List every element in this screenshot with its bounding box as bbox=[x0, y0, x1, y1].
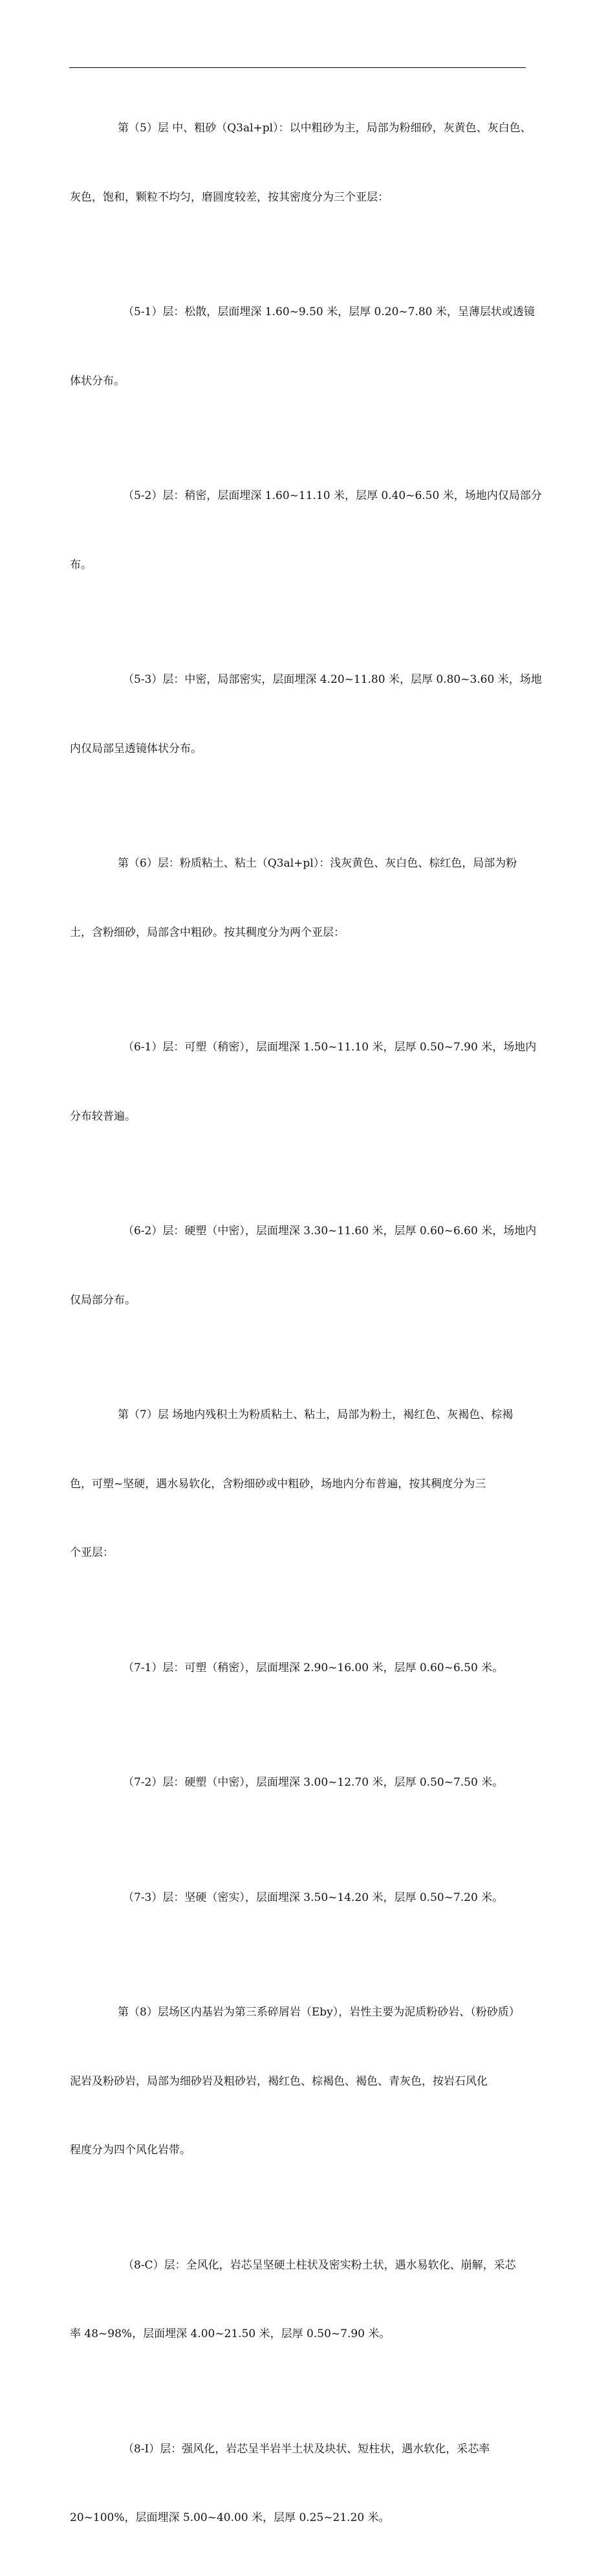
text-line: （5-1）层：松散，层面埋深 1.60~9.50 米，层厚 0.20~7.80 米，呈薄层状或透镜 bbox=[123, 305, 535, 318]
text-line: （5-2）层：稍密，层面埋深 1.60~11.10 米，层厚 0.40~6.50 米，场地内仅局部分 bbox=[123, 489, 542, 502]
text-line: （7-3）层：坚硬（密实），层面埋深 3.50~14.20 米，层厚 0.50~7.20 米。 bbox=[123, 1891, 504, 1904]
text-line: 率 48~98%，层面埋深 4.00~21.50 米，层厚 0.50~7.90 米。 bbox=[70, 2327, 391, 2340]
paragraph-layer-7-2 bbox=[70, 1726, 530, 1841]
text-line: 泥岩及粉砂岩，局部为细砂岩及粗砂岩，褐红色、棕褐色、褐色、青灰色，按岩石风化 bbox=[70, 2074, 488, 2088]
text-line: 个亚层： bbox=[70, 1546, 114, 1559]
paragraph-layer-5 bbox=[70, 71, 530, 255]
text-line: 内仅局部呈透镜体状分布。 bbox=[70, 742, 202, 755]
paragraph-layer-8-i bbox=[70, 2392, 530, 2576]
text-line: 第（7）层 场地内残积土为粉质粘土、粘土，局部为粉土，褐红色、灰褐色、棕褐 bbox=[118, 1408, 514, 1421]
paragraph-layer-7 bbox=[70, 1358, 530, 1611]
text-line: 色，可塑~坚硬，遇水易软化，含粉细砂或中粗砂，场地内分布普遍，按其稠度分为三 bbox=[70, 1477, 486, 1491]
paragraph-layer-6-2 bbox=[70, 1174, 537, 1358]
text-line: 第（8）层场区内基岩为第三系碎屑岩（Eby），岩性主要为泥质粉砂岩、（粉砂质） bbox=[118, 2006, 520, 2019]
text-line: 20~100%，层面埋深 5.00~40.00 米，层厚 0.25~21.20 米。 bbox=[70, 2511, 390, 2524]
header-rule bbox=[69, 67, 526, 68]
paragraph-layer-7-1 bbox=[70, 1611, 530, 1726]
document-body bbox=[70, 71, 542, 2576]
paragraph-layer-5-3 bbox=[70, 623, 542, 806]
text-line: 灰色，饱和，颗粒不均匀，磨圆度较差，按其密度分为三个亚层： bbox=[70, 190, 389, 204]
text-line: （8-I）层：强风化，岩芯呈半岩半土状及块状、短柱状，遇水软化，采芯率 bbox=[123, 2442, 490, 2456]
paragraph-layer-5-2 bbox=[70, 439, 542, 623]
text-line: 体状分布。 bbox=[70, 374, 125, 388]
text-line: 布。 bbox=[70, 558, 92, 572]
text-line: 第（5）层 中、粗砂（Q3al+pl）：以中粗砂为主，局部为粉细砂，灰黄色、灰白色、 bbox=[118, 122, 532, 135]
paragraph-layer-6-1 bbox=[70, 990, 537, 1174]
text-line: （7-2）层：硬塑（中密），层面埋深 3.00~12.70 米，层厚 0.50~7.50 米。 bbox=[123, 1776, 504, 1789]
text-line: （6-1）层：可塑（稍密），层面埋深 1.50~11.10 米，层厚 0.50~7.90 米，场地内 bbox=[123, 1041, 537, 1054]
paragraph-layer-8 bbox=[70, 1955, 530, 2208]
paragraph-layer-5-1 bbox=[70, 255, 535, 439]
text-line: （5-3）层：中密，局部密实，层面埋深 4.20~11.80 米，层厚 0.80~3.60 米，场地 bbox=[123, 673, 542, 686]
text-line: 分布较普遍。 bbox=[70, 1109, 136, 1123]
text-line: 程度分为四个风化岩带。 bbox=[70, 2144, 191, 2157]
paragraph-layer-7-3 bbox=[70, 1841, 530, 1956]
text-line: （6-2）层：硬塑（中密），层面埋深 3.30~11.60 米，层厚 0.60~6.60 米，场地内 bbox=[123, 1225, 537, 1238]
text-line: 仅局部分布。 bbox=[70, 1293, 136, 1307]
paragraph-layer-8-c bbox=[70, 2208, 530, 2392]
text-line: （7-1）层：可塑（稍密），层面埋深 2.90~16.00 米，层厚 0.60~6.50 米。 bbox=[123, 1661, 504, 1674]
text-line: 土，含粉细砂，局部含中粗砂。按其稠度分为两个亚层： bbox=[70, 926, 345, 939]
text-line: （8-C）层：全风化，岩芯呈坚硬土柱状及密实粉土状，遇水易软化、崩解，采芯 bbox=[123, 2258, 516, 2272]
text-line: 第（6）层：粉质粘土、粘土（Q3al+pl）：浅灰黄色、灰白色、棕红色，局部为粉 bbox=[118, 857, 517, 870]
paragraph-layer-6 bbox=[70, 806, 530, 990]
